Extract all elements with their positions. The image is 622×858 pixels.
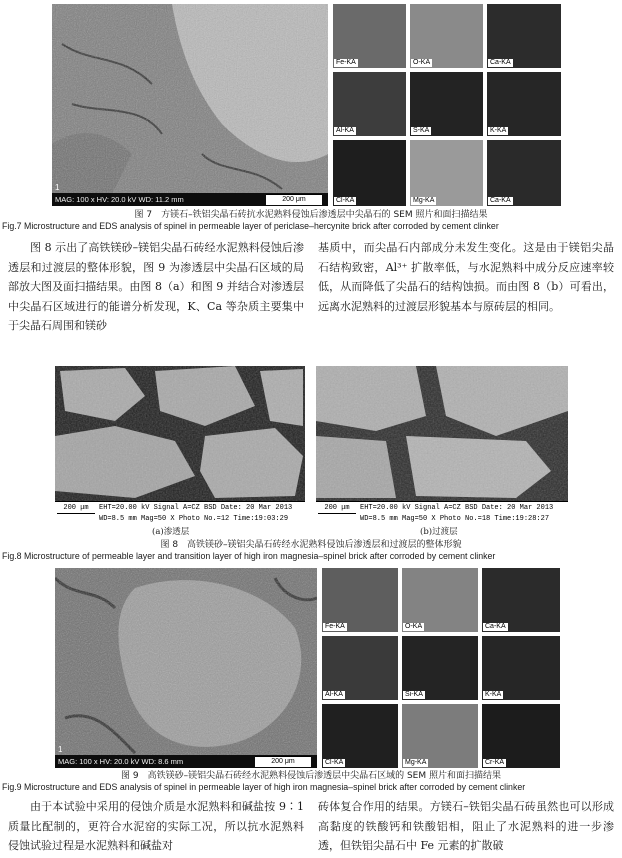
fig8a-bsd-image xyxy=(55,366,305,523)
fig7-caption-en: Fig.7 Microstructure and EDS analysis of spinel in permeable layer of periclase–hercynite brick after corroded by cement clinker xyxy=(2,221,499,231)
fig9-map-fe: Fe-KA xyxy=(322,568,398,632)
text1-left-paragraph: 图 8 示出了高铁镁砂–镁铝尖晶石砖经水泥熟料侵蚀后渗透层和过渡层的整体形貌，图 9 为渗透层中尖晶石区域的局部放大图及面扫描结果。由图 8（a）和图 9 并结合对渗透层中尖晶石区域进行的能谱分析发现，K、Ca 等杂质主要集中于尖晶石周围和镁砂 xyxy=(8,241,304,332)
text1-right-column xyxy=(318,238,614,316)
fig7-map-k: K-KA xyxy=(487,72,561,136)
text2-right-column xyxy=(318,797,614,856)
fig9-corner-label: 1 xyxy=(58,745,63,754)
fig7-map-s: S-KA xyxy=(410,72,483,136)
fig7-scale-bar: 200 μm xyxy=(266,194,322,205)
fig9-map-cl: Cl-KA xyxy=(322,704,398,768)
fig9-map-o: O-KA xyxy=(402,568,478,632)
fig9-map-al: Al-KA xyxy=(322,636,398,700)
fig9-map-cr: Cr-KA xyxy=(482,704,560,768)
fig9-map-mg: Mg-KA xyxy=(402,704,478,768)
fig8b-bsd-image xyxy=(316,366,568,523)
text1-right-paragraph: 基质中，而尖晶石内部成分未发生变化。这是由于镁铝尖晶石结构致密，Al³⁺ 扩散率低，与水泥熟料中成分反应速率较低，从而降低了尖晶石的结构蚀损。而由图 8（b）可看出，远离水泥熟料的过渡层形貌基本与原砖层的相同。 xyxy=(318,241,614,313)
fig8a-sublabel: (a)渗透层 xyxy=(152,527,190,537)
fig9-map-k: K-KA xyxy=(482,636,560,700)
fig7-caption-cn: 图 7 方镁石–铁铝尖晶石砖抗水泥熟料侵蚀后渗透层中尖晶石的 SEM 照片和面扫描结果 xyxy=(134,210,488,220)
fig8a-scale: 200 μm xyxy=(57,503,95,514)
fig9-sem-texture xyxy=(55,568,317,768)
fig8b-sublabel: (b)过渡层 xyxy=(420,527,458,537)
fig8-caption-en: Fig.8 Microstructure of permeable layer and transition layer of high iron magnesia–spinel brick after corroded by cement clinker xyxy=(2,551,496,561)
fig7-map-cl: Cl-KA xyxy=(333,140,406,206)
fig9-sem-info: MAG: 100 x HV: 20.0 kV WD: 8.6 mm xyxy=(55,755,317,768)
fig7-sem-texture xyxy=(52,4,328,206)
fig8b-texture xyxy=(316,366,568,501)
fig8b-scale: 200 μm xyxy=(318,503,356,514)
fig9-map-si: Si-KA xyxy=(402,636,478,700)
fig7-corner-label: 1 xyxy=(55,183,60,192)
text1-left-column xyxy=(8,238,304,336)
fig7-map-fe: Fe-KA xyxy=(333,4,406,68)
fig9-scale-bar: 200 μm xyxy=(255,756,311,767)
fig7-map-ca: Ca-KA xyxy=(487,4,561,68)
fig8b-info-bar: 200 μm EHT=20.00 kV Signal A=CZ BSD Date: 20 Mar 2013 WD=8.5 mm Mag=50 X Photo No.=18 Time:19:28:27 xyxy=(316,501,568,523)
fig9-caption-en: Fig.9 Microstructure and EDS analysis of spinel in permeable layer of high iron magnesia–spinel brick after corroded by cement clinker xyxy=(2,782,526,792)
fig8a-texture xyxy=(55,366,305,501)
text2-right-paragraph: 砖体复合作用的结果。方镁石–铁铝尖晶石砖虽然也可以形成高黏度的铁酸钙和铁酸铝相，阻止了水泥熟料的进一步渗透，但铁铝尖晶石中 Fe 元素的扩散破 xyxy=(318,800,614,852)
fig8a-info-bar: 200 μm EHT=20.00 kV Signal A=CZ BSD Date: 20 Mar 2013 WD=8.5 mm Mag=50 X Photo No.=12 Time:19:03:29 xyxy=(55,501,305,523)
fig9-caption-cn: 图 9 高铁镁砂–镁铝尖晶石砖经水泥熟料侵蚀后渗透层中尖晶石区域的 SEM 照片和面扫描结果 xyxy=(121,771,501,781)
text2-left-column xyxy=(8,797,304,856)
fig9-sem-image xyxy=(55,568,317,768)
fig7-sem-image xyxy=(52,4,328,206)
fig7-map-al: Al-KA xyxy=(333,72,406,136)
fig7-map-o: O-KA xyxy=(410,4,483,68)
fig7-map-mg: Mg-KA xyxy=(410,140,483,206)
text2-left-paragraph: 由于本试验中采用的侵蚀介质是水泥熟料和碱盐按 9∶1 质量比配制的，更符合水泥窑的实际工况，所以抗水泥熟料侵蚀试验过程是水泥熟料和碱盐对 xyxy=(8,800,304,852)
fig9-map-ca: Ca-KA xyxy=(482,568,560,632)
fig8-caption-cn: 图 8 高铁镁砂–镁铝尖晶石砖经水泥熟料侵蚀后渗透层和过渡层的整体形貌 xyxy=(160,540,462,550)
fig7-sem-info: MAG: 100 x HV: 20.0 kV WD: 11.2 mm xyxy=(52,193,328,206)
fig7-map-ca2: Ca-KA xyxy=(487,140,561,206)
